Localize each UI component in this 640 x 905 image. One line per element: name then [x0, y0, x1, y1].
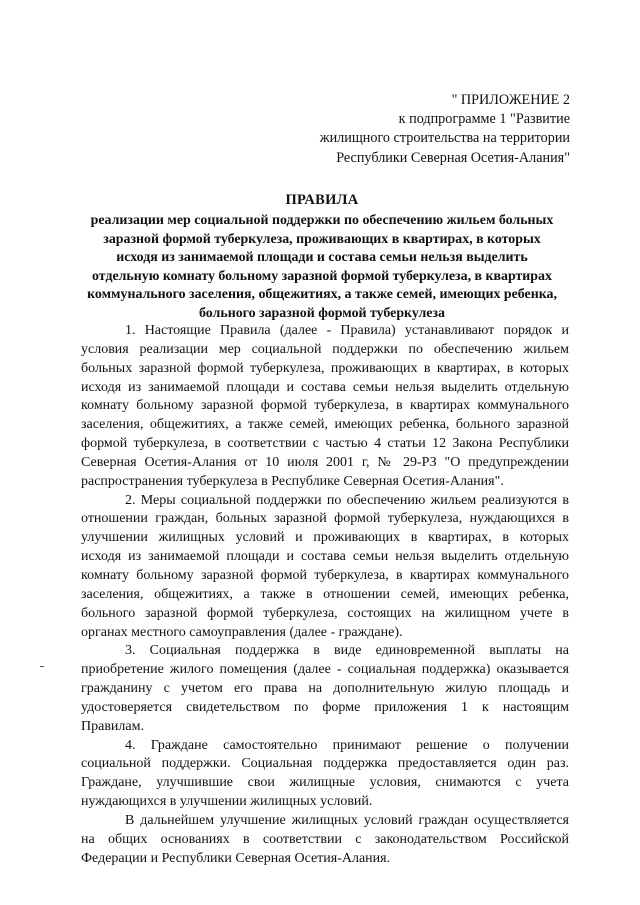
text-line: 4. Граждане самостоятельно принимают решение о получении — [125, 737, 569, 753]
paragraph-3 — [81, 642, 569, 736]
appendix-line: Республики Северная Осетия-Алания" — [336, 149, 570, 166]
paragraph-5 — [81, 812, 569, 869]
text-line: В дальнейшем улучшение жилищных условий граждан осуществляется — [125, 812, 569, 828]
text-line: нуждающихся в улучшении жилищных условий. — [81, 794, 373, 810]
text-line: 1. Настоящие Правила (далее - Правила) устанавливают порядок и — [125, 323, 569, 338]
appendix-line: " ПРИЛОЖЕНИЕ 2 — [451, 92, 570, 108]
appendix-line: жилищного строительства на территории — [319, 130, 570, 147]
subtitle-line: заразной формой туберкулеза, проживающих в квартирах, в которых — [103, 231, 541, 247]
text-line: на общих основаниях в соответствии с законодательством Российской — [81, 831, 569, 847]
subtitle-line: реализации мер социальной поддержки по обеспечению жильем больных — [90, 213, 554, 228]
text-line: комнату больному заразной формой туберкулеза, в квартирах коммунального — [81, 398, 569, 414]
appendix-line: к подпрограмме 1 "Развитие — [398, 111, 570, 128]
text-line: больных заразной формой туберкулеза, проживающих в квартирах, в которых — [81, 360, 569, 376]
text-line: органах местного самоуправления (далее - граждане). — [81, 624, 403, 640]
text-line: отношении граждан, больных заразной формой туберкулеза, нуждающихся в — [81, 511, 569, 527]
text-line: больного заразной формой туберкулеза, состоящих на жилищном учете в — [81, 605, 569, 621]
subtitle-line: больного заразной формой туберкулеза — [199, 305, 445, 321]
text-line: Федерации и Республики Северная Осетия-Алания. — [81, 850, 391, 866]
text-line: Правилам. — [81, 718, 144, 734]
text-line: социальной поддержки. Социальная поддержка предоставляется один раз. — [81, 756, 569, 772]
text-line: Граждане, улучшившие свои жилищные условия, снимаются с учета — [81, 775, 569, 791]
title-heading: ПРАВИЛА — [285, 192, 359, 208]
text-line: комнату больному заразной формой туберкулеза, в квартирах коммунального — [81, 567, 569, 583]
text-line: улучшении жилищных условий и проживающих в квартирах, в которых — [81, 530, 569, 546]
paragraph-4 — [81, 737, 569, 812]
text-line: 2. Меры социальной поддержки по обеспечению жильем реализуются в — [125, 492, 569, 508]
title-subtitle — [72, 212, 572, 324]
text-line: гражданину с учетом его права на дополнительную жилую площадь и — [81, 681, 569, 697]
subtitle-line: исходя из занимаемой площади и состава семьи нельзя выделить — [116, 250, 528, 266]
paragraph-1 — [81, 322, 569, 492]
document-title — [72, 190, 572, 324]
paragraph-2 — [81, 492, 569, 643]
text-line: удостоверяется свидетельством по форме приложения 1 к настоящим — [81, 699, 569, 715]
text-line: приобретение жилого помещения (далее - социальная поддержка) оказывается — [81, 662, 569, 678]
text-line: формой туберкулеза, в соответствии с частью 4 статьи 12 Закона Республики — [81, 436, 569, 452]
text-line: распространения туберкулеза в Республике Северная Осетия-Алания". — [81, 473, 504, 489]
text-line: заселения, общежитиях, а также в отношении семей, имеющих ребенка, — [81, 586, 569, 602]
subtitle-line: коммунального заселения, общежитиях, а также семей, имеющих ребенка, — [87, 287, 557, 303]
document-body — [81, 322, 569, 868]
text-line: исходя из занимаемой площади и состава семьи нельзя выделить отдельную — [81, 379, 569, 395]
text-line: Северная Осетия-Алания от 10 июля 2001 г, № 29-РЗ "О предупреждении — [81, 454, 569, 470]
text-line: исходя из занимаемой площади и состава семьи нельзя выделить отдельную — [81, 549, 569, 565]
appendix-header — [270, 91, 570, 168]
text-line: условия реализации мер социальной поддержки по обеспечению жильем — [81, 341, 569, 357]
text-line: заселения, общежитиях, а также семей, имеющих ребенка, больного заразной — [81, 417, 569, 433]
margin-mark — [40, 666, 44, 667]
text-line: 3. Социальная поддержка в виде единовременной выплаты на — [125, 643, 569, 659]
subtitle-line: отдельную комнату больному заразной формой туберкулеза, в квартирах — [92, 268, 552, 284]
